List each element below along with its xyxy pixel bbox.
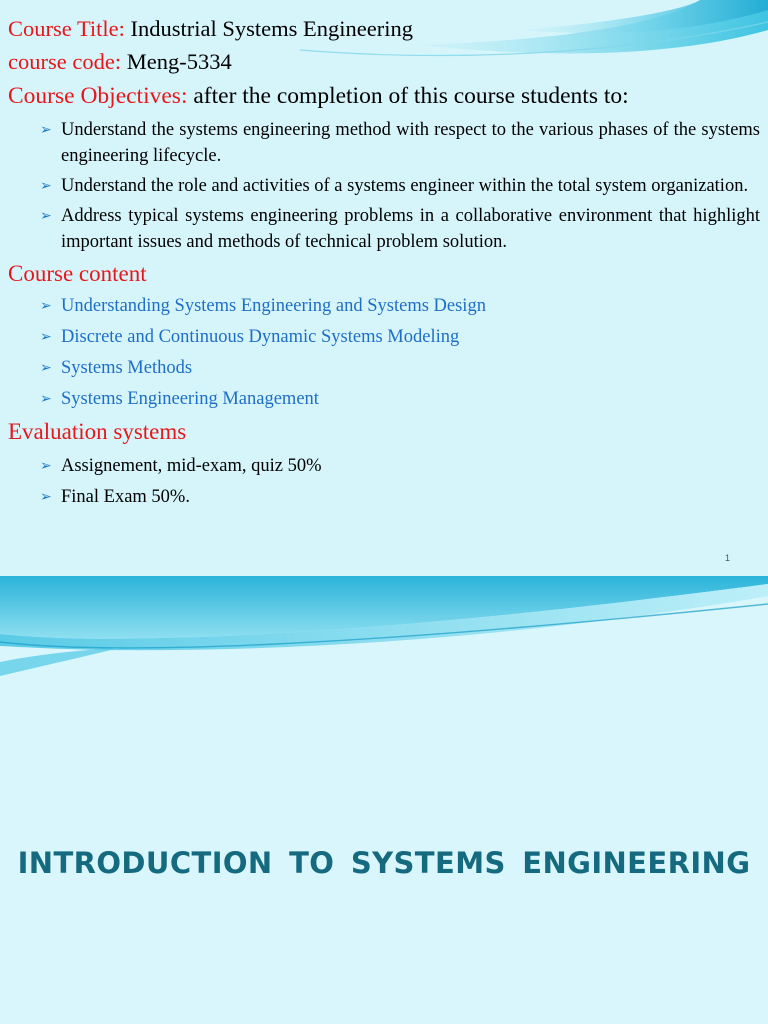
content-item: ➢ Systems Methods (40, 355, 760, 381)
evaluation-heading: Evaluation systems (8, 419, 187, 444)
content-item: ➢ Discrete and Continuous Dynamic Systems Modeling (40, 324, 760, 350)
slide-1-content (8, 14, 760, 515)
course-title-value: Industrial Systems Engineering (124, 16, 413, 41)
course-content-heading: Course content (8, 261, 147, 286)
course-code-label: course code: (8, 49, 122, 74)
course-code-value: Meng-5334 (121, 49, 232, 74)
evaluation-item: ➢ Final Exam 50%. (40, 484, 760, 510)
evaluation-item: ➢ Assignement, mid-exam, quiz 50% (40, 453, 760, 479)
page-number: 1 (724, 553, 730, 563)
objectives-intro: after the completion of this course students to: (187, 83, 629, 109)
slide-2-title: INTRODUCTION TO SYSTEMS ENGINEERING (17, 846, 751, 880)
evaluation-list (8, 453, 760, 510)
objectives-label: Course Objectives: (8, 83, 188, 109)
objective-item: ➢ Understand the role and activities of a systems engineer within the total system organization. (40, 173, 760, 199)
objectives-list (8, 117, 760, 255)
course-code-line (8, 47, 760, 76)
content-item: ➢ Understanding Systems Engineering and Systems Design (40, 293, 760, 319)
objectives-line (8, 82, 760, 111)
course-title-label: Course Title: (8, 16, 125, 41)
course-content-list (8, 293, 760, 412)
objective-item: ➢ Address typical systems engineering problems in a collaborative environment that highlight important issues and methods of technical problem solution. (40, 203, 760, 255)
course-title-line (8, 14, 760, 43)
content-item: ➢ Systems Engineering Management (40, 386, 760, 412)
objective-item: ➢ Understand the systems engineering method with respect to the various phases of the systems engineering lifecycle. (40, 117, 760, 169)
slide-2 (0, 576, 768, 1024)
decorative-swoosh-wave (0, 576, 768, 676)
